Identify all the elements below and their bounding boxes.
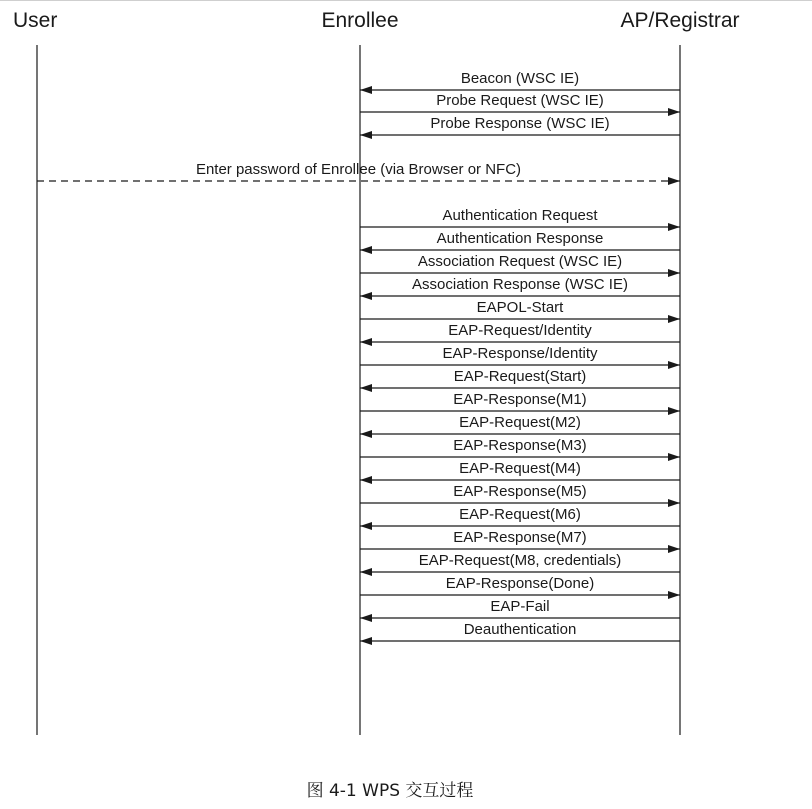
participant-user: User bbox=[13, 9, 58, 32]
message-label-10: EAP-Request/Identity bbox=[448, 322, 592, 339]
message-label-4: Enter password of Enrollee (via Browser or NFC) bbox=[195, 161, 522, 178]
participant-enrollee: Enrollee bbox=[321, 9, 399, 32]
message-label-1: Beacon (WSC IE) bbox=[460, 70, 580, 87]
message-label-15: EAP-Response(M3) bbox=[453, 437, 587, 454]
message-label-9: EAPOL-Start bbox=[476, 299, 564, 316]
message-label-2: Probe Request (WSC IE) bbox=[436, 92, 604, 109]
message-label-20: EAP-Request(M8, credentials) bbox=[418, 552, 622, 569]
message-label-7: Association Request (WSC IE) bbox=[417, 253, 623, 270]
message-label-17: EAP-Response(M5) bbox=[453, 483, 587, 500]
message-label-22: EAP-Fail bbox=[490, 598, 550, 615]
message-label-6: Authentication Response bbox=[436, 230, 604, 247]
message-label-8: Association Response (WSC IE) bbox=[412, 276, 628, 293]
message-label-12: EAP-Request(Start) bbox=[453, 368, 587, 385]
message-label-13: EAP-Response(M1) bbox=[453, 391, 587, 408]
message-label-16: EAP-Request(M4) bbox=[459, 460, 581, 477]
message-label-11: EAP-Response/Identity bbox=[442, 345, 598, 362]
messages-layer bbox=[37, 70, 680, 641]
message-label-18: EAP-Request(M6) bbox=[459, 506, 581, 523]
participant-registrar: AP/Registrar bbox=[620, 9, 740, 32]
message-label-14: EAP-Request(M2) bbox=[459, 414, 581, 431]
figure-caption: 图 4-1 WPS 交互过程 bbox=[306, 781, 474, 801]
message-label-3: Probe Response (WSC IE) bbox=[430, 115, 610, 132]
message-label-19: EAP-Response(M7) bbox=[453, 529, 587, 546]
message-label-5: Authentication Request bbox=[442, 207, 598, 224]
message-label-21: EAP-Response(Done) bbox=[445, 575, 595, 592]
message-label-23: Deauthentication bbox=[463, 621, 577, 638]
